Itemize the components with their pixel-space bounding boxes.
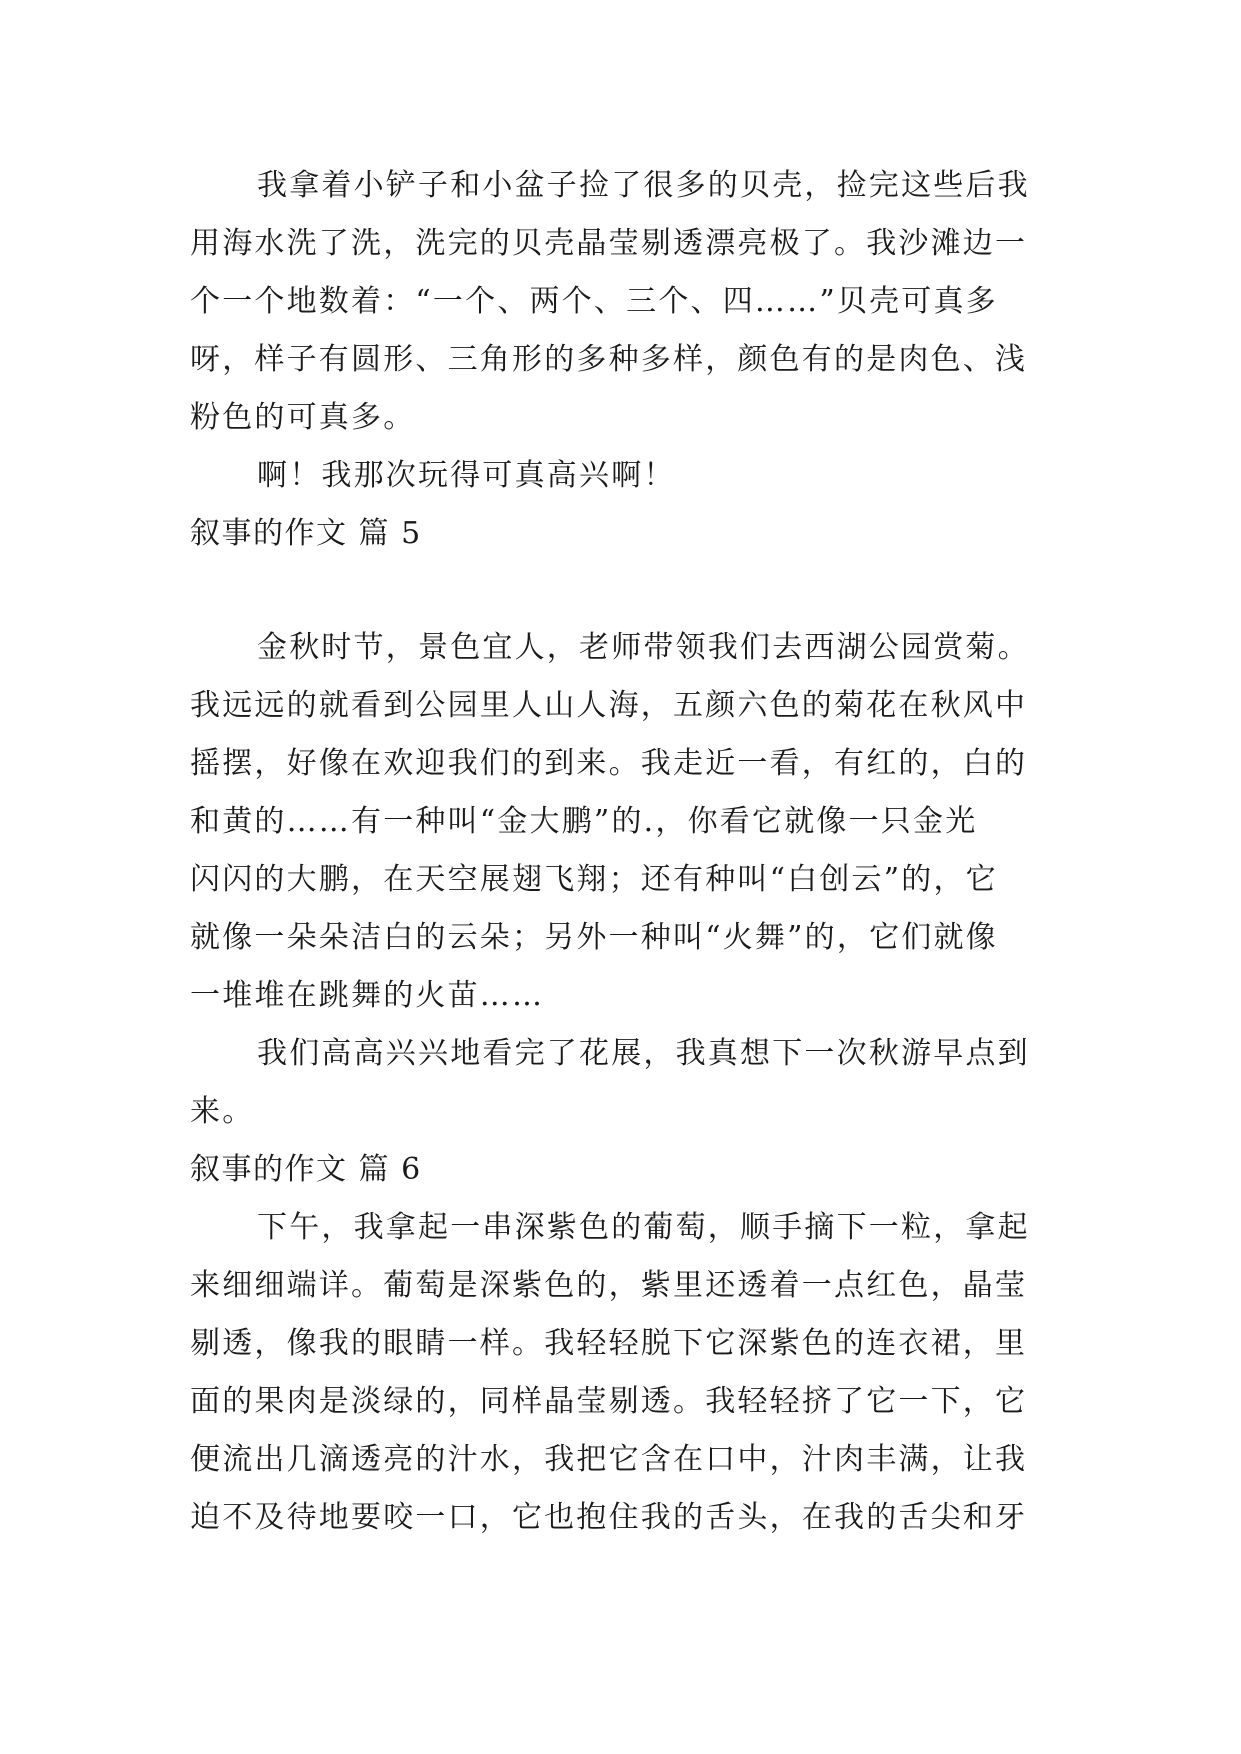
paragraph-line: 金秋时节，景色宜人，老师带领我们去西湖公园赏菊。: [257, 630, 1030, 665]
paragraph-line: 粉色的可真多。: [190, 400, 416, 435]
paragraph-line: 面的果肉是淡绿的，同样晶莹剔透。我轻轻挤了它一下，它: [190, 1384, 1028, 1419]
paragraph-line: 下午，我拿起一串深紫色的葡萄，顺手摘下一粒，拿起: [257, 1210, 1030, 1245]
paragraph-line: 一堆堆在跳舞的火苗……: [190, 978, 545, 1013]
section-heading-6: 叙事的作文 篇 6: [190, 1152, 422, 1187]
paragraph-line: 摇摆，好像在欢迎我们的到来。我走近一看，有红的，白的: [190, 746, 1028, 781]
closing-line: 啊！我那次玩得可真高兴啊！: [257, 458, 676, 493]
paragraph-line: 和黄的……有一种叫“金大鹏”的.，你看它就像一只金光: [190, 804, 978, 839]
paragraph-line: 闪闪的大鹏，在天空展翅飞翔；还有种叫“白创云”的，它: [190, 862, 998, 897]
paragraph-line: 迫不及待地要咬一口，它也抱住我的舌头，在我的舌尖和牙: [190, 1500, 1028, 1535]
paragraph-line: 我远远的就看到公园里人山人海，五颜六色的菊花在秋风中: [190, 688, 1028, 723]
paragraph-line: 我们高高兴兴地看完了花展，我真想下一次秋游早点到: [257, 1036, 1030, 1071]
paragraph-line: 用海水洗了洗，洗完的贝壳晶莹剔透漂亮极了。我沙滩边一: [190, 226, 1028, 261]
paragraph-line: 来细细端详。葡萄是深紫色的，紫里还透着一点红色，晶莹: [190, 1268, 1028, 1303]
paragraph-line: 我拿着小铲子和小盆子捡了很多的贝壳，捡完这些后我: [257, 168, 1030, 203]
paragraph-line: 来。: [190, 1094, 255, 1129]
section-heading-5: 叙事的作文 篇 5: [190, 516, 422, 551]
paragraph-line: 就像一朵朵洁白的云朵；另外一种叫“火舞”的，它们就像: [190, 920, 998, 955]
paragraph-line: 呀，样子有圆形、三角形的多种多样，颜色有的是肉色、浅: [190, 342, 1028, 377]
paragraph-line: 剔透，像我的眼睛一样。我轻轻脱下它深紫色的连衣裙，里: [190, 1326, 1028, 1361]
paragraph-line: 个一个地数着：“一个、两个、三个、四……”贝壳可真多: [190, 284, 998, 319]
paragraph-line: 便流出几滴透亮的汁水，我把它含在口中，汁肉丰满，让我: [190, 1442, 1028, 1477]
